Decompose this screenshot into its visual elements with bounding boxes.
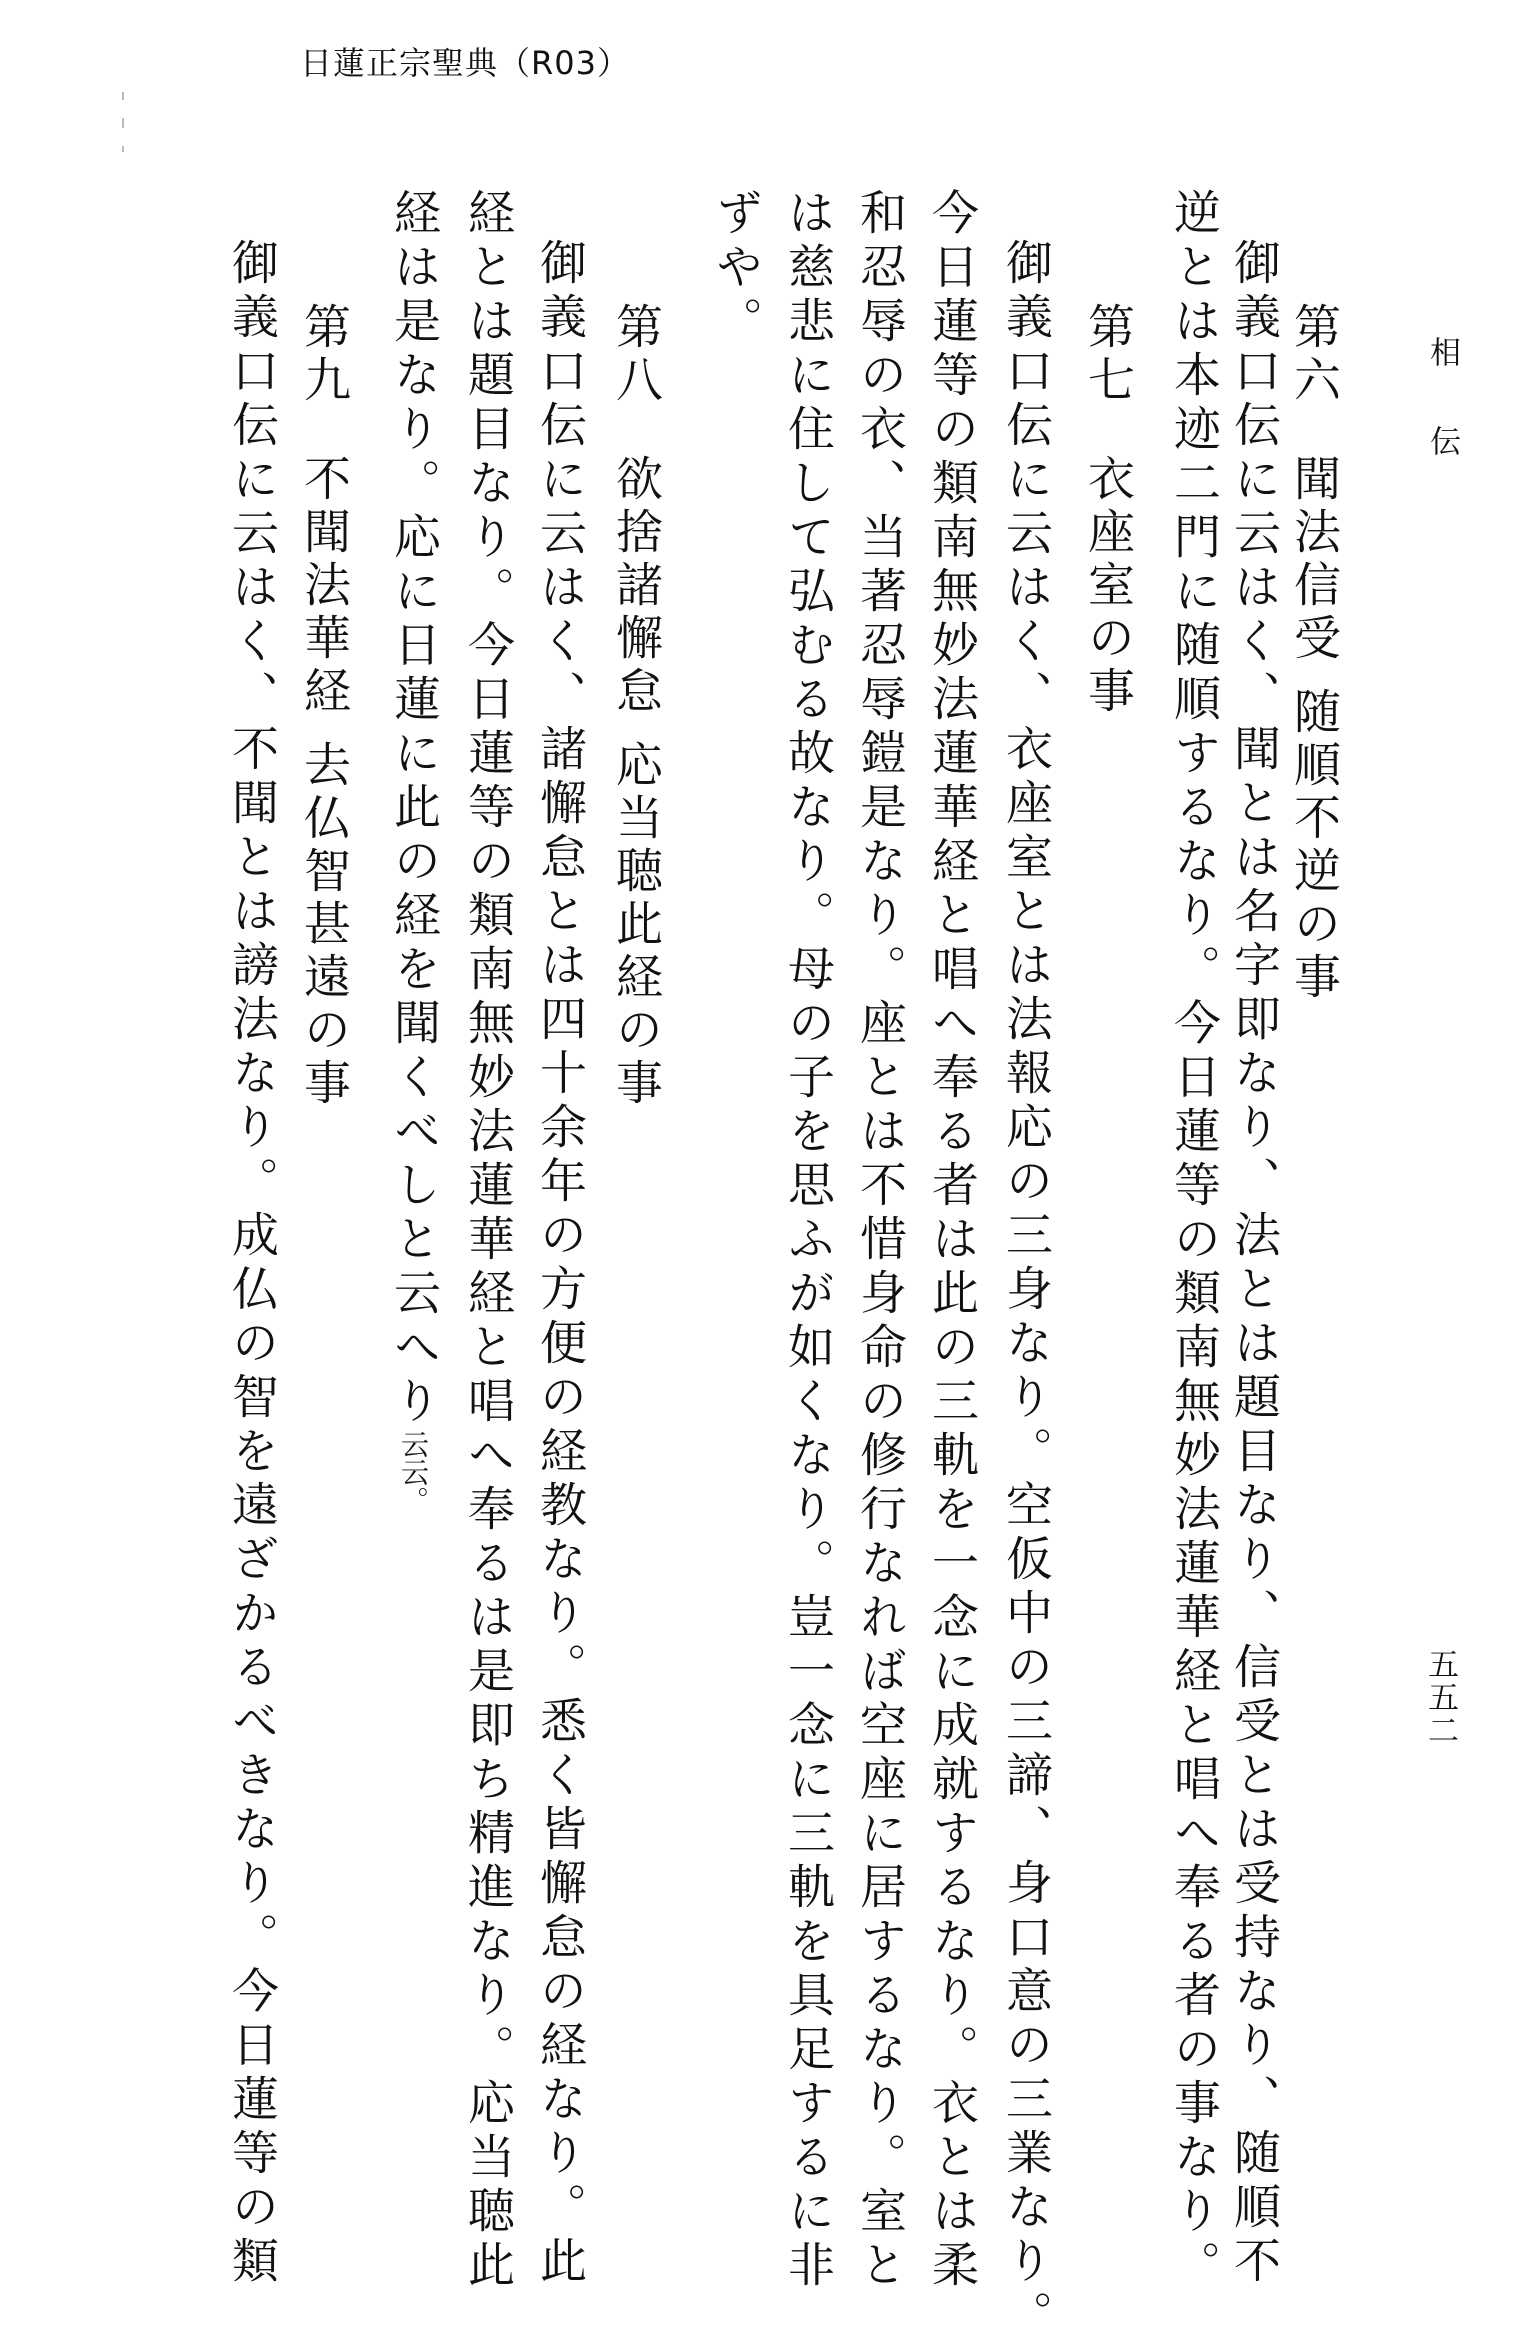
scan-speck — [122, 92, 124, 100]
page-number: 五五二 — [1422, 1648, 1458, 1747]
section-number: 第六 — [1286, 302, 1341, 408]
body-line: 逆とは本迹二門に随順するなり。今日蓮等の類南無妙法蓮華経と唱へ奉る者の事なり。 — [1166, 188, 1221, 2294]
body-line: 今日蓮等の類南無妙法蓮華経と唱へ奉る者は此の三軌を一念に成就するなり。衣とは柔 — [924, 188, 979, 2294]
section-number: 第九 — [296, 302, 351, 408]
scan-speck — [122, 118, 124, 128]
body-line: 御義口伝に云はく、諸懈怠とは四十余年の方便の経教なり。悉く皆懈怠の経なり。此 — [532, 238, 587, 2290]
scan-speck — [122, 146, 124, 152]
section-number: 第八 — [608, 302, 663, 408]
body-text: 経は是なり。応に日蓮に此の経を聞くべしと云へり — [386, 188, 441, 1430]
body-line: 和忍辱の衣、当著忍辱鎧是なり。座とは不惜身命の修行なれば空座に居するなり。室と — [852, 188, 907, 2294]
section-heading-6 — [1286, 302, 1341, 1005]
abbrev-note: 云云。 — [397, 1430, 430, 1514]
section-title: 衣座室の事 — [1080, 454, 1135, 719]
body-line: は慈悲に住して弘むる故なり。母の子を思ふが如くなり。豈一念に三軌を具足するに非 — [780, 188, 835, 2294]
body-line — [386, 188, 441, 1514]
running-head: 相伝 — [1424, 336, 1460, 514]
body-line: 経とは題目なり。今日蓮等の類南無妙法蓮華経と唱へ奉るは是即ち精進なり。応当聴此 — [460, 188, 515, 2294]
section-title: 欲捨諸懈怠 応当聴此経の事 — [608, 454, 663, 1111]
body-line: 御義口伝に云はく、不聞とは謗法なり。成仏の智を遠ざかるべきなり。今日蓮等の類 — [224, 238, 279, 2290]
body-line: 御義口伝に云はく、聞とは名字即なり、法とは題目なり、信受とは受持なり、随順不 — [1226, 238, 1281, 2290]
section-heading-8 — [608, 302, 663, 1111]
section-number: 第七 — [1080, 302, 1135, 408]
section-heading-9 — [296, 302, 351, 1111]
body-line: ずや。 — [708, 188, 763, 350]
section-heading-7 — [1080, 302, 1135, 719]
section-title: 聞法信受 随順不逆の事 — [1286, 454, 1341, 1005]
section-title: 不聞法華経 去仏智甚遠の事 — [296, 454, 351, 1111]
book-title: 日蓮正宗聖典（R03） — [300, 44, 630, 82]
body-line: 御義口伝に云はく、衣座室とは法報応の三身なり。空仮中の三諦、身口意の三業なり。 — [998, 238, 1053, 2344]
